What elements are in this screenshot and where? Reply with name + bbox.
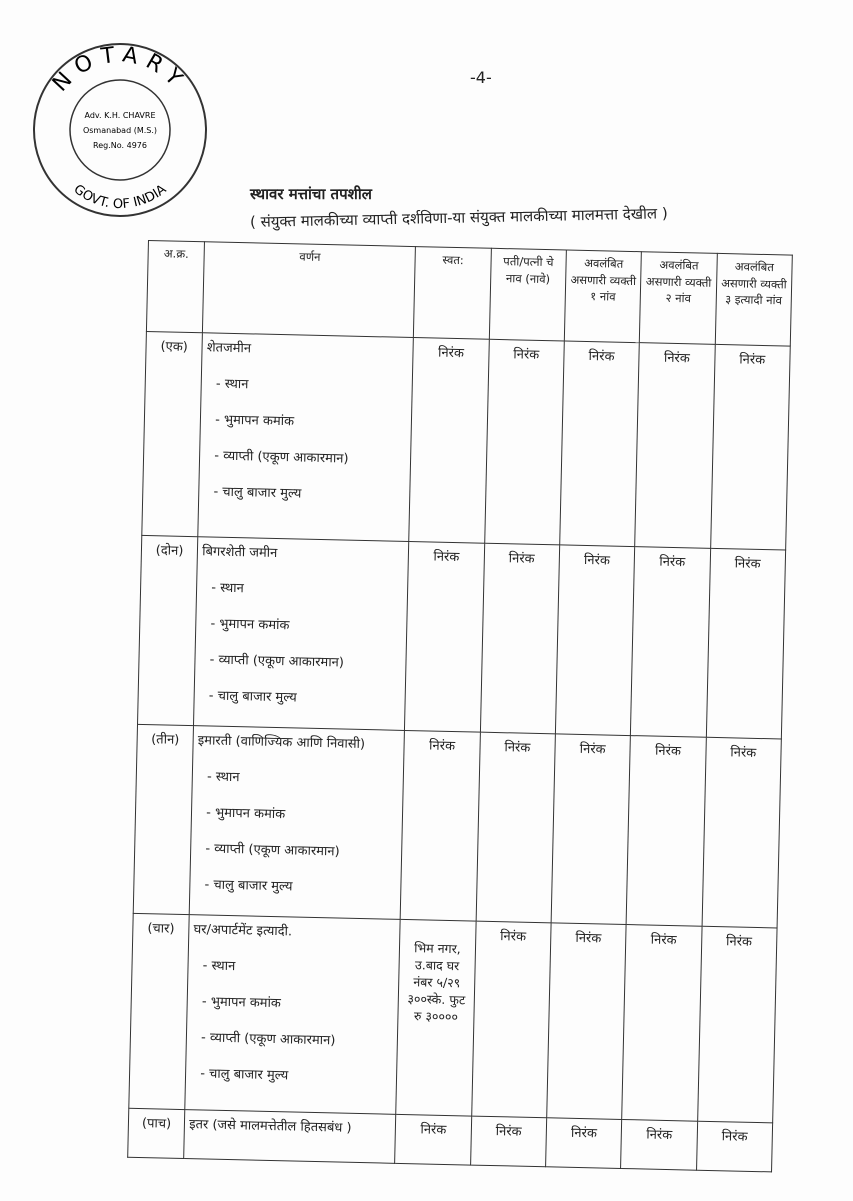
row-subitem: - व्याप्ती (एकूण आकारमान) (200, 1030, 336, 1049)
row-title: इमारती (वाणिज्यिक आणि निवासी) (197, 733, 366, 753)
value-cell: निरंक (471, 921, 551, 1118)
stamp-inner-line: Reg.No. 4976 (93, 141, 147, 150)
value-cell: निरंक (696, 1121, 772, 1172)
value-cell: निरंक (484, 339, 564, 545)
row-description (194, 537, 409, 731)
row-subitem: - चालु बाजार मुल्य (204, 877, 293, 895)
row-subitem: - व्याप्ती (एकूण आकारमान) (214, 448, 349, 467)
row-description (184, 1110, 396, 1164)
row-subitem: - स्थान (215, 376, 249, 393)
row-number: (तीन) (133, 724, 193, 914)
row-subitem: - चालु बाजार मुल्य (200, 1066, 289, 1084)
row-subitem: - व्याप्ती (एकूण आकारमान) (209, 652, 345, 671)
table-row (129, 913, 777, 1123)
stamp-inner-line: Adv. K.H. CHAVRE (84, 111, 156, 120)
value-cell: निरंक (697, 926, 777, 1123)
value-cell: निरंक (706, 548, 786, 739)
row-subitem: - चालु बाजार मुल्य (208, 688, 297, 706)
value-cell: निरंक (635, 343, 715, 549)
value-cell: निरंक (560, 341, 640, 547)
value-cell: निरंक (400, 730, 480, 921)
row-number: (एक) (142, 331, 203, 536)
page-number: -4- (470, 68, 492, 87)
row-description (185, 915, 400, 1115)
row-description (189, 726, 404, 920)
header-cell: अवलंबित असणारी व्यक्ती २ नांव (640, 252, 717, 345)
row-subitem: - भुमापन कमांक (210, 616, 290, 634)
header-cell: अवलंबित असणारी व्यक्ती १ नांव (564, 250, 641, 343)
section-subtitle: ( संयुक्त मालकीच्या व्याप्ती दर्शविणा-या संयुक्त मालकीच्या मालमत्ता देखील ) (249, 204, 668, 231)
header-cell: पती/पत्नी चे नाव (नावे) (489, 248, 566, 341)
row-subitem: - भुमापन कमांक (206, 805, 286, 823)
value-cell: निरंक (555, 545, 635, 736)
row-subitem: - स्थान (206, 769, 240, 786)
row-subitem: - स्थान (202, 958, 236, 975)
section-title: स्थावर मत्तांचा तपशील (250, 185, 372, 203)
row-title: इतर (जसे मालमत्तेतील हितसबंध ) (188, 1117, 352, 1136)
row-title: घर/अपार्टमेंट इत्यादी. (193, 922, 293, 940)
table-row (142, 331, 790, 550)
row-subitem: - स्थान (211, 580, 245, 597)
row-number: (दोन) (138, 535, 198, 725)
value-cell: भिम नगर, उ.बाद घर नंबर ५/२९ ३००स्के. फुट रु ३०००० (396, 919, 476, 1116)
row-number: (पाच) (128, 1108, 185, 1158)
value-cell: निरंक (546, 1118, 622, 1169)
assets-table (127, 240, 793, 1172)
notary-stamp (30, 40, 210, 220)
row-subitem: - चालु बाजार मुल्य (213, 484, 302, 502)
stamp-bottom-text: GOVT. OF INDIA (70, 181, 170, 213)
header-cell: अवलंबित असणारी व्यक्ती ३ इत्यादी नांव (715, 253, 792, 346)
header-cell: स्वत: (414, 247, 491, 340)
value-cell: निरंक (480, 543, 560, 734)
header-cell: अ.क्र. (146, 241, 204, 333)
row-subitem: - व्याप्ती (एकूण आकारमान) (205, 841, 340, 860)
row-description (198, 333, 414, 542)
value-cell: निरंक (476, 732, 556, 923)
value-cell: निरंक (626, 736, 706, 927)
value-cell: निरंक (631, 547, 711, 738)
table-row (138, 535, 786, 739)
table-row (133, 724, 781, 928)
value-cell: निरंक (551, 734, 631, 925)
value-cell: निरंक (621, 1119, 697, 1170)
value-cell: निरंक (547, 923, 627, 1120)
row-number: (चार) (129, 913, 190, 1109)
row-subitem: - भुमापन कमांक (214, 412, 295, 430)
row-title: शेतजमीन (206, 340, 252, 357)
value-cell: निरंक (409, 338, 489, 544)
value-cell: निरंक (405, 542, 485, 733)
stamp-inner-line: Osmanabad (M.S.) (82, 126, 158, 135)
header-row (146, 241, 792, 347)
row-title: बिगरशेती जमीन (201, 544, 278, 562)
value-cell: निरंक (470, 1116, 546, 1167)
value-cell: निरंक (622, 925, 702, 1122)
row-subitem: - भुमापन कमांक (201, 994, 282, 1012)
header-cell: वर्णन (203, 242, 416, 338)
value-cell: निरंक (395, 1114, 471, 1165)
stamp-outer-text: NOTARY (47, 42, 193, 97)
value-cell: निरंक (710, 344, 790, 550)
value-cell: निरंक (702, 737, 782, 928)
